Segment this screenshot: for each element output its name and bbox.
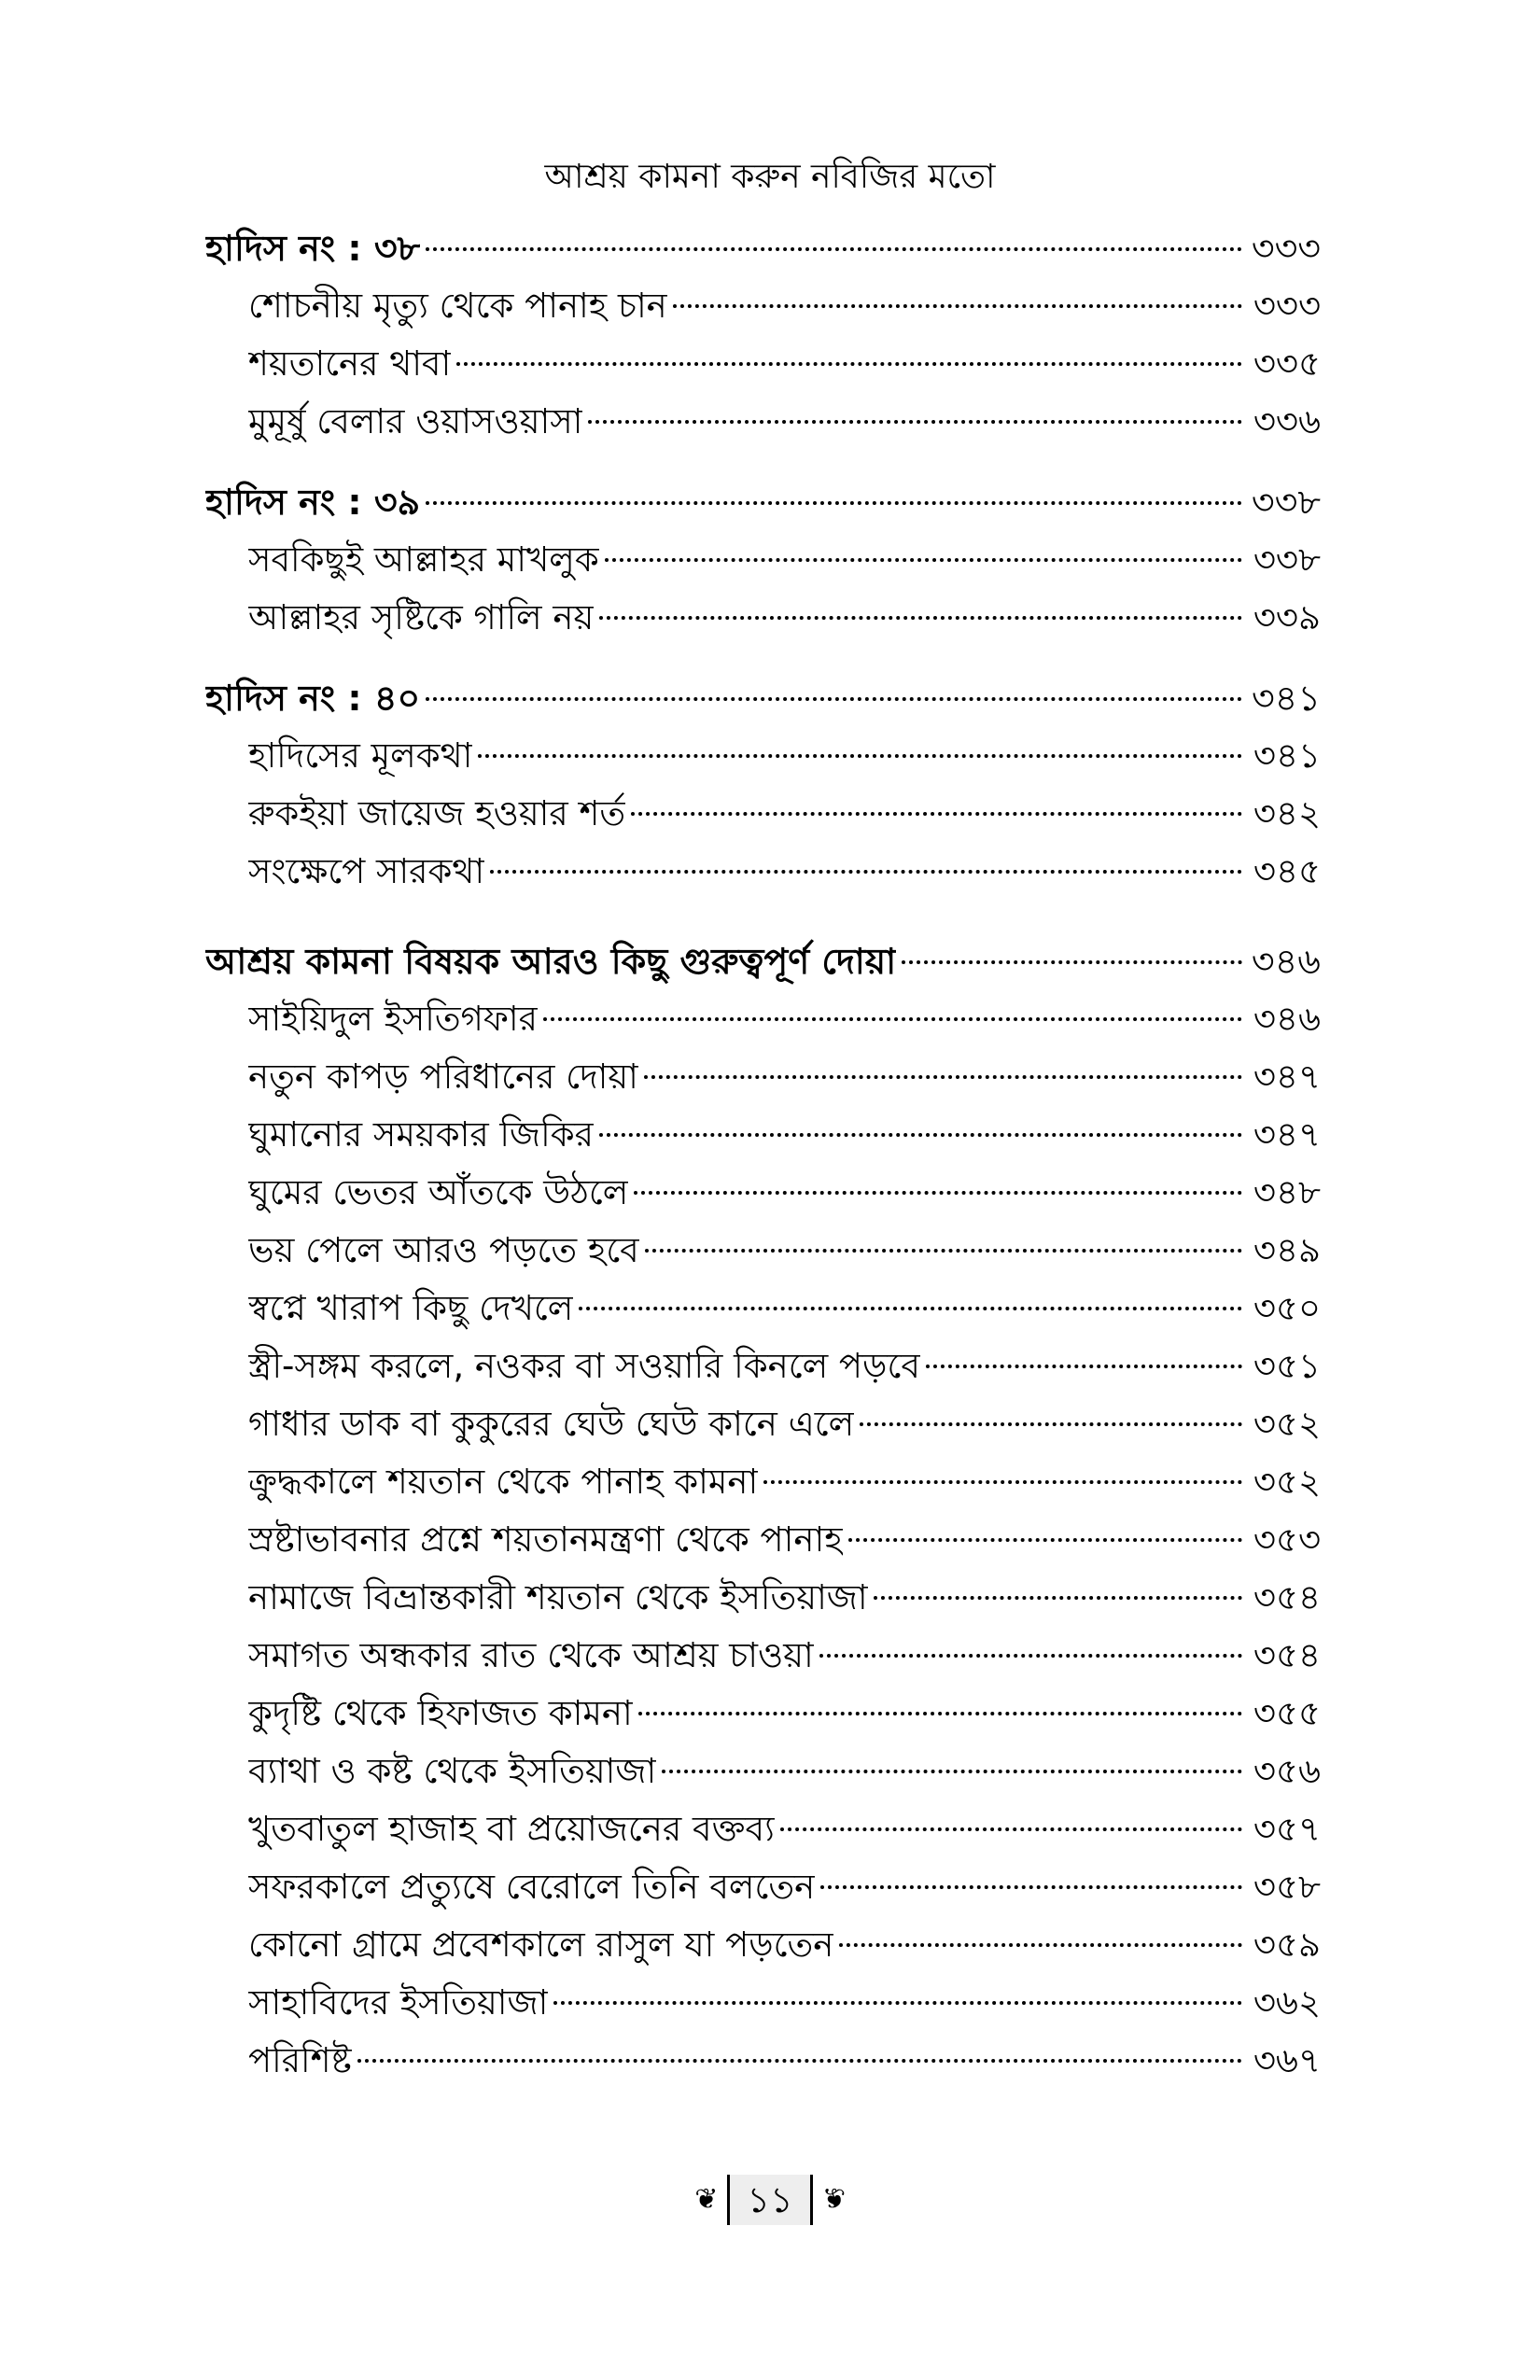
dot-leader: [426, 247, 1242, 251]
toc-entry[interactable]: [205, 1106, 1321, 1164]
toc-entry[interactable]: [205, 1569, 1321, 1627]
entry-title: শোচনীয় মৃত্যু থেকে পানাহ চান: [248, 286, 667, 326]
toc-entry[interactable]: [205, 1743, 1321, 1800]
entry-title: আল্লাহর সৃষ্টিকে গালি নয়: [248, 597, 595, 637]
toc-entry[interactable]: [205, 727, 1321, 785]
toc-entry[interactable]: [205, 1337, 1321, 1395]
dot-leader: [553, 2001, 1242, 2005]
dot-leader: [634, 1191, 1242, 1195]
entry-page-number: ৩৫৪: [1253, 1635, 1321, 1675]
dot-leader: [662, 1770, 1242, 1773]
entry-title: খুতবাতুল হাজাহ বা প্রয়োজনের বক্তব্য: [248, 1809, 775, 1849]
entry-page-number: ৩৫২: [1253, 1404, 1321, 1444]
running-head: আশ্রয় কামনা করুন নবিজির মতো: [544, 158, 996, 196]
toc-section: [205, 473, 1321, 647]
dot-leader: [763, 1480, 1242, 1484]
entry-title: ব্যাথা ও কষ্ট থেকে ইসতিয়াজা: [248, 1751, 657, 1791]
entry-title: কুদৃষ্টি থেকে হিফাজত কামনা: [248, 1693, 633, 1733]
toc-entry[interactable]: [205, 393, 1321, 451]
entry-title: রুকইয়া জায়েজ হওয়ার শর্ত: [248, 793, 626, 833]
dot-leader: [673, 304, 1242, 308]
entry-page-number: ৩৪১: [1253, 735, 1321, 776]
dot-leader: [819, 1654, 1242, 1658]
toc-entry[interactable]: [205, 2032, 1321, 2090]
dot-leader: [599, 616, 1242, 620]
toc-entry[interactable]: [205, 1280, 1321, 1337]
entry-page-number: ৩৫১: [1253, 1346, 1321, 1386]
entry-title: হাদিসের মূলকথা: [248, 735, 473, 776]
entry-title: সংক্ষেপে সারকথা: [248, 851, 485, 891]
toc-entry[interactable]: [205, 1164, 1321, 1222]
dot-leader: [645, 1249, 1242, 1253]
entry-page-number: ৩৬২: [1253, 1982, 1321, 2023]
entry-page-number: ৩৩৬: [1253, 401, 1321, 441]
toc-heading[interactable]: [205, 473, 1321, 531]
toc-entry[interactable]: [205, 589, 1321, 647]
entry-title: হাদিস নং : ৪০: [205, 678, 421, 719]
entry-title: সাইয়িদুল ইসতিগফার: [248, 999, 538, 1039]
dot-leader: [638, 1712, 1242, 1715]
entry-page-number: ৩৩৫: [1253, 343, 1321, 384]
dot-leader: [478, 754, 1242, 758]
entry-page-number: ৩৪১: [1251, 678, 1321, 719]
dot-leader: [426, 697, 1242, 701]
entry-title: আশ্রয় কামনা বিষয়ক আরও কিছু গুরুত্বপূর্ণ দোয়া: [205, 941, 897, 982]
entry-page-number: ৩৫২: [1253, 1462, 1321, 1502]
toc-entry[interactable]: [205, 843, 1321, 901]
dot-leader: [926, 1365, 1242, 1368]
entry-title: নতুন কাপড় পরিধানের দোয়া: [248, 1057, 638, 1097]
entry-page-number: ৩৪৬: [1251, 941, 1321, 982]
toc-heading[interactable]: [205, 219, 1321, 277]
entry-page-number: ৩৫০: [1253, 1288, 1321, 1328]
dot-leader: [605, 558, 1242, 562]
toc-entry[interactable]: [205, 1222, 1321, 1280]
entry-title: পরিশিষ্ট: [248, 2040, 352, 2080]
entry-page-number: ৩৪৫: [1253, 851, 1321, 891]
entry-page-number: ৩৫৯: [1253, 1925, 1321, 1965]
entry-title: মুমূর্ষু বেলার ওয়াসওয়াসা: [248, 401, 583, 441]
entry-title: কোনো গ্রামে প্রবেশকালে রাসুল যা পড়তেন: [248, 1925, 834, 1965]
toc-heading[interactable]: [205, 669, 1321, 727]
entry-page-number: ৩৪৯: [1253, 1230, 1321, 1270]
entry-title: নামাজে বিভ্রান্তকারী শয়তান থেকে ইসতিয়াজা: [248, 1577, 868, 1617]
dot-leader: [631, 812, 1242, 816]
table-of-contents: [205, 219, 1321, 2090]
toc-entry[interactable]: [205, 1395, 1321, 1453]
entry-page-number: ৩৩৮: [1251, 482, 1321, 523]
toc-entry[interactable]: [205, 1627, 1321, 1685]
dot-leader: [644, 1075, 1242, 1079]
dot-leader: [579, 1307, 1242, 1310]
toc-entry[interactable]: [205, 1974, 1321, 2032]
entry-page-number: ৩৪৬: [1253, 999, 1321, 1039]
toc-entry[interactable]: [205, 1511, 1321, 1569]
toc-entry[interactable]: [205, 1858, 1321, 1916]
entry-page-number: ৩৫৪: [1253, 1577, 1321, 1617]
toc-entry[interactable]: [205, 1048, 1321, 1106]
entry-page-number: ৩৫৬: [1253, 1751, 1321, 1791]
entry-page-number: ৩৩৩: [1251, 228, 1321, 269]
entry-page-number: ৩৪২: [1253, 793, 1321, 833]
entry-page-number: ৩৪৭: [1253, 1114, 1321, 1155]
page-number: ১১: [727, 2175, 812, 2225]
toc-entry[interactable]: [205, 335, 1321, 393]
toc-entry[interactable]: [205, 277, 1321, 335]
toc-entry[interactable]: [205, 1453, 1321, 1511]
toc-section: [205, 219, 1321, 451]
dot-leader: [848, 1538, 1242, 1542]
toc-entry[interactable]: [205, 1916, 1321, 1974]
entry-title: শয়তানের থাবা: [248, 343, 452, 384]
toc-entry[interactable]: [205, 1800, 1321, 1858]
dot-leader: [456, 362, 1242, 366]
entry-title: গাধার ডাক বা কুকুরের ঘেউ ঘেউ কানে এলে: [248, 1404, 855, 1444]
folio: [694, 2175, 846, 2225]
entry-page-number: ৩৬৭: [1253, 2040, 1321, 2080]
entry-title: স্বপ্নে খারাপ কিছু দেখলে: [248, 1288, 574, 1328]
dot-leader: [357, 2059, 1242, 2063]
dot-leader: [902, 960, 1242, 964]
entry-page-number: ৩৫৫: [1253, 1693, 1321, 1733]
entry-title: ঘুমানোর সময়কার জিকির: [248, 1114, 594, 1155]
entry-page-number: ৩৫৭: [1253, 1809, 1321, 1849]
toc-section: [205, 932, 1321, 2090]
dot-leader: [820, 1885, 1242, 1889]
toc-section: [205, 669, 1321, 901]
toc-heading[interactable]: [205, 932, 1321, 990]
toc-entry[interactable]: [205, 785, 1321, 843]
entry-page-number: ৩৫৮: [1253, 1867, 1321, 1907]
dot-leader: [874, 1596, 1242, 1600]
entry-title: স্রষ্টাভাবনার প্রশ্নে শয়তানমন্ত্রণা থেকে পানাহ: [248, 1519, 843, 1560]
dot-leader: [543, 1017, 1242, 1021]
ornament-right-icon: ❦: [821, 2183, 846, 2216]
entry-title: সফরকালে প্রত্যুষে বেরোলে তিনি বলতেন: [248, 1867, 816, 1907]
entry-title: স্ত্রী-সঙ্গম করলে, নওকর বা সওয়ারি কিনলে পড়বে: [248, 1346, 920, 1386]
toc-entry[interactable]: [205, 531, 1321, 589]
entry-title: সাহাবিদের ইসতিয়াজা: [248, 1982, 549, 2023]
entry-title: হাদিস নং : ৩৮: [205, 228, 421, 269]
dot-leader: [860, 1422, 1242, 1426]
ornament-left-icon: ❦: [694, 2183, 719, 2216]
dot-leader: [839, 1943, 1242, 1947]
dot-leader: [780, 1827, 1242, 1831]
entry-page-number: ৩৩৯: [1253, 597, 1321, 637]
entry-page-number: ৩৪৭: [1253, 1057, 1321, 1097]
entry-title: ভয় পেলে আরও পড়তে হবে: [248, 1230, 639, 1270]
dot-leader: [490, 870, 1242, 874]
toc-entry[interactable]: [205, 1685, 1321, 1743]
page-footer: [0, 2175, 1540, 2225]
entry-page-number: ৩৩৩: [1253, 286, 1321, 326]
entry-page-number: ৩৩৮: [1253, 539, 1321, 580]
entry-page-number: ৩৪৮: [1253, 1172, 1321, 1212]
dot-leader: [599, 1133, 1242, 1137]
entry-title: সমাগত অন্ধকার রাত থেকে আশ্রয় চাওয়া: [248, 1635, 814, 1675]
entry-title: হাদিস নং : ৩৯: [205, 482, 421, 523]
entry-title: ঘুমের ভেতর আঁতকে উঠলে: [248, 1172, 629, 1212]
entry-title: ক্রুদ্ধকালে শয়তান থেকে পানাহ কামনা: [248, 1462, 759, 1502]
dot-leader: [426, 501, 1242, 505]
entry-title: সবকিছুই আল্লাহর মাখলুক: [248, 539, 599, 580]
toc-entry[interactable]: [205, 990, 1321, 1048]
entry-page-number: ৩৫৩: [1253, 1519, 1321, 1560]
dot-leader: [588, 420, 1242, 424]
